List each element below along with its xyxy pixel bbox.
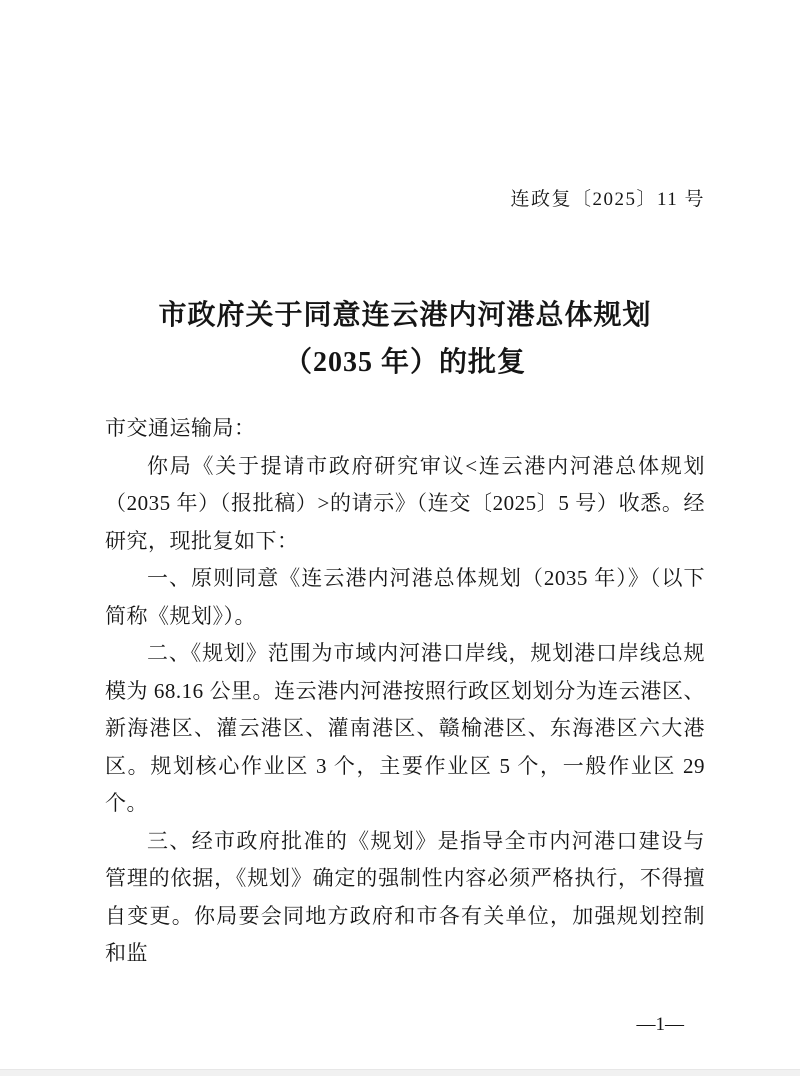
document-reference-number: 连政复〔2025〕11 号 xyxy=(510,189,705,210)
paragraph-item-1: 一、原则同意《连云港内河港总体规划（2035 年）》（以下简称《规划》）。 xyxy=(105,566,705,628)
document-title-line2: （2035 年）的批复 xyxy=(283,347,526,378)
document-title-line1: 市政府关于同意连云港内河港总体规划 xyxy=(158,300,652,331)
paragraph-item-3: 三、经市政府批准的《规划》是指导全市内河港口建设与管理的依据，《规划》确定的强制性内容必须严格执行，不得擅自变更。你局要会同地方政府和市各有关单位，加强规划控制和监 xyxy=(105,828,705,965)
document-title xyxy=(0,292,800,386)
paragraph-item-2: 二、《规划》范围为市域内河港口岸线，规划港口岸线总规模为 68.16 公里。连云港内河港按照行政区划划分为连云港区、新海港区、灌云港区、灌南港区、赣榆港区、东海港区六大港区。规划核心作业区 3 个，主要作业区 5 个，一般作业区 29 个。 xyxy=(105,641,705,815)
paragraph-intro: 你局《关于提请市政府研究审议<连云港内河港总体规划（2035 年）（报批稿）>的请示》（连交〔2025〕5 号）收悉。经研究，现批复如下： xyxy=(105,453,705,553)
salutation: 市交通运输局： xyxy=(105,416,256,440)
scan-bottom-edge xyxy=(0,1069,800,1076)
page-number: —1— xyxy=(636,1013,684,1035)
document-body xyxy=(0,410,800,973)
